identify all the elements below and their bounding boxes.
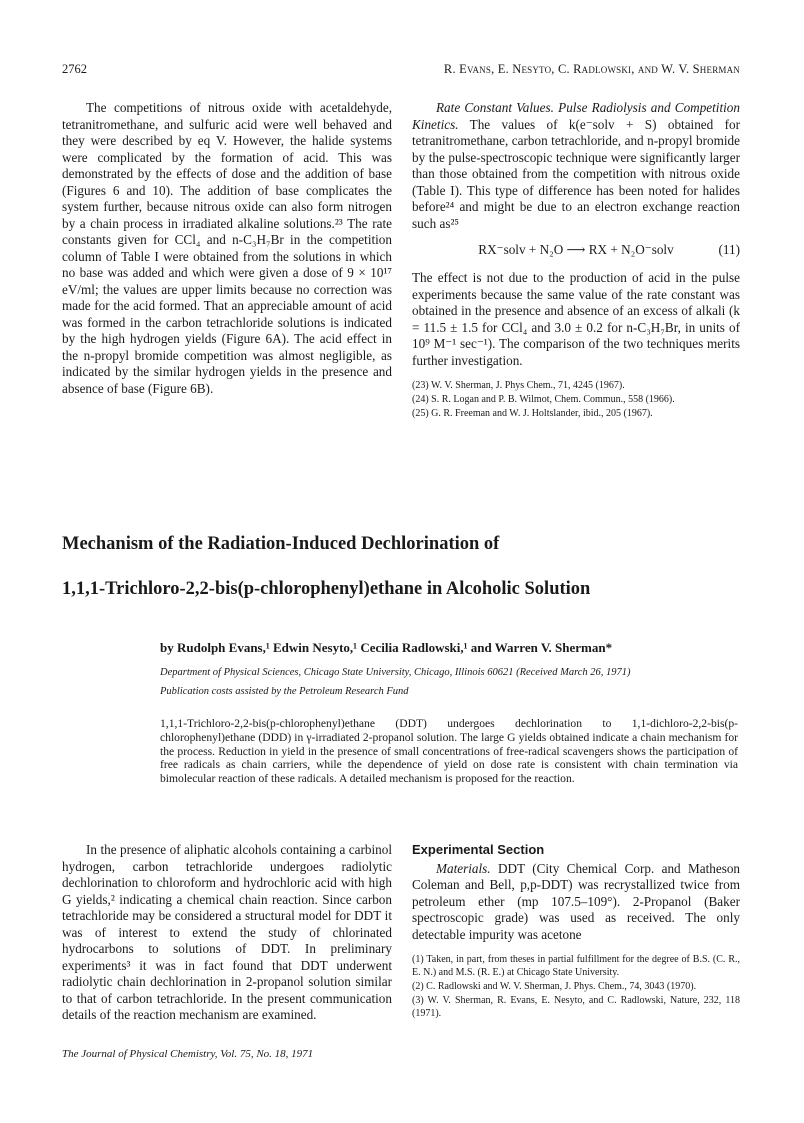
body-paragraph: The competitions of nitrous oxide with acetaldehyde, tetranitromethane, and sulfuric acid were well behaved and they were described by eq V. However, the halide systems were complicated by the formation of acid. This was demonstrated by the effects of dose and the addition of base (Figures 6 and 10). The addition of base complicates the system further, because nitrous oxide can also form nitrogen by a chain process in irradiated alkaline solutions.²³ The rate constants given for CCl₄ and n-C₃H₇Br in the competition column of Table I were obtained from the solutions in which no base was added and which were given a dose of 9 × 10¹⁷ eV/ml; the values are upper limits because no correction was made for the acid formed. That an appreciable amount of acid was formed in the carbon tetrachloride solutions is indicated by the high hydrogen yields (Figure 6A). The acid effect in the n-propyl bromide competition was almost negligible, as indicated by the similar hydrogen yields in the presence and absence of base (Figure 6B). [62, 100, 392, 396]
equation-11 [412, 242, 740, 262]
right-column-bottom [412, 842, 740, 1021]
publication-note: Publication costs assisted by the Petroleum Research Fund [160, 686, 409, 697]
left-column-top [62, 100, 392, 397]
paragraph-text: DDT (City Chemical Corp. and Matheson Coleman and Bell, p,p-DDT) was recrystallized twice from petroleum ether (mp 107.5–109°). 2-Propanol (Baker spectroscopic grade) was used as received. The only detectable impurity was acetone [412, 860, 741, 942]
footnote: (23) W. V. Sherman, J. Phys Chem., 71, 4245 (1967). [412, 380, 625, 391]
footnote: (24) S. R. Logan and P. B. Wilmot, Chem. Commun., 558 (1966). [412, 394, 675, 405]
equation-number: (11) [718, 242, 740, 257]
article-title-line2: 1,1,1-Trichloro-2,2-bis(p-chlorophenyl)ethane in Alcoholic Solution [62, 579, 591, 599]
run-in-title: Rate Constant Values. Pulse Radiolysis and Competition Kinetics. [412, 100, 740, 132]
byline: by Rudolph Evans,¹ Edwin Nesyto,¹ Cecilia Radlowski,¹ and Warren V. Sherman* [160, 640, 613, 655]
body-paragraph: The effect is not due to the production of acid in the pulse experiments because the same value of the rate constant was obtained in the presence and absence of an excess of alkali (k = 11.5 ± 1.5 for CCl₄ and 3.0 ± 0.2 for n-C₃H₇Br, in units of 10⁹ M⁻¹ sec⁻¹). The comparison of the two techniques merits further investigation. [412, 270, 740, 368]
affiliation: Department of Physical Sciences, Chicago State University, Chicago, Illinois 60621 (Received March 26, 1971) [160, 667, 631, 678]
article-title-line1: Mechanism of the Radiation-Induced Dechlorination of [62, 534, 500, 554]
running-head-authors: R. Evans, E. Nesyto, C. Radlowski, and W. V. Sherman [443, 62, 740, 76]
footnote: (2) C. Radlowski and W. V. Sherman, J. Phys. Chem., 74, 3043 (1970). [412, 981, 697, 992]
left-column-bottom [62, 842, 392, 1024]
run-in-title: Materials. [436, 860, 491, 876]
body-paragraph [412, 100, 740, 232]
page-number: 2762 [62, 62, 87, 76]
paragraph-text: The values of k(e⁻solv + S) obtained for tetranitromethane, carbon tetrachloride, and n-propyl bromide by the pulse-spectroscopic technique were significantly larger than those obtained from the competition with nitrous oxide (Table I). This type of difference has been noted for halides before²⁴ and might be due to an electron exchange reaction such as²⁵ [412, 116, 740, 231]
footnotes [412, 379, 740, 420]
body-paragraph [412, 861, 740, 944]
footnote: (1) Taken, in part, from theses in partial fulfillment for the degree of B.S. (C. R., E. N.) and M.S. (R. E.) at Chicago State University. [412, 954, 740, 978]
introduction-paragraph: In the presence of aliphatic alcohols containing a carbinol hydrogen, carbon tetrachloride undergoes radiolytic dechlorination to chloroform and hydrochloric acid with high G yields,² indicating a chemical chain reaction. Since carbon tetrachloride may be considered a structural model for DDT it was of interest to extend the study of chlorinated hydrocarbons to solutions of DDT. In preliminary experiments³ it was in fact found that DDT underwent radiolytic chain dechlorination in 2-propanol solution similar to that of carbon tetrachloride. In the present communication details of the reaction mechanism are examined. [62, 842, 392, 1022]
equation-text: RX⁻solv + N₂O ⟶ RX + N₂O⁻solv [478, 242, 674, 257]
abstract: 1,1,1-Trichloro-2,2-bis(p-chlorophenyl)ethane (DDT) undergoes dechlorination to 1,1-dichloro-2,2-bis(p-chlorophenyl)ethane (DDD) in γ-irradiated 2-propanol solution. The large G yields obtained indicate a chain mechanism for the process. Reduction in yield in the presence of small concentrations of free-radical scavengers shows the participation of free radicals as chain carriers, while the dependence of yield on dose rate is consistent with chain termination via bimolecular reaction of these radicals. A detailed mechanism is proposed for the reaction. [160, 717, 738, 786]
footnote: (3) W. V. Sherman, R. Evans, E. Nesyto, and C. Radlowski, Nature, 232, 118 (1971). [412, 995, 740, 1019]
section-heading: Experimental Section [412, 842, 545, 857]
footnote: (25) G. R. Freeman and W. J. Holtslander, ibid., 205 (1967). [412, 408, 653, 419]
journal-footer: The Journal of Physical Chemistry, Vol. 75, No. 18, 1971 [62, 1048, 314, 1060]
footnotes [412, 953, 740, 1020]
page-header [62, 62, 740, 82]
right-column-top [412, 100, 740, 421]
